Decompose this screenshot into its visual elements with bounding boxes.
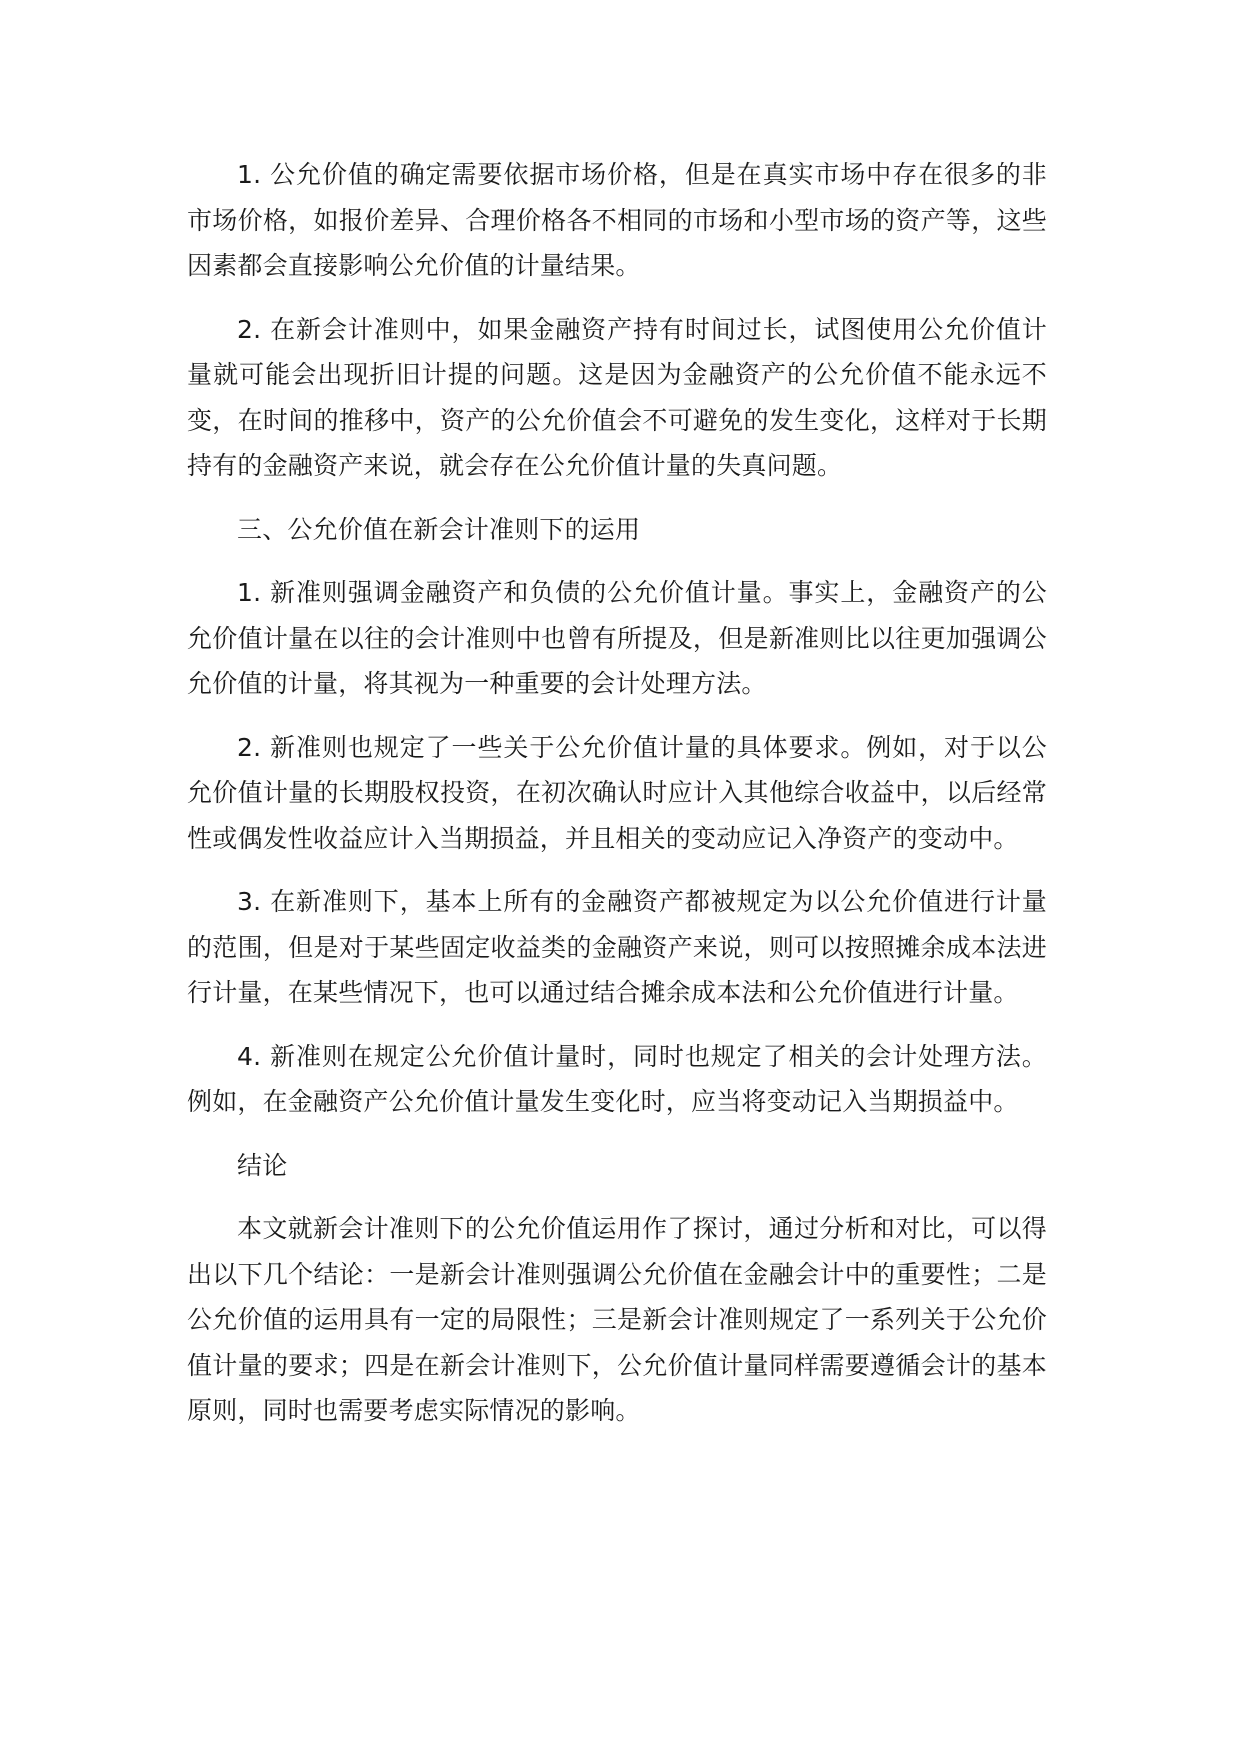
document-body [187,152,1047,1452]
section-heading-3: 三、公允价值在新会计准则下的运用 [237,514,641,544]
section-heading-conclusion: 结论 [237,1150,288,1180]
paragraph-fair-value-point-1: 1. 公允价值的确定需要依据市场价格，但是在真实市场中存在很多的非市场价格，如报价差异、合理价格各不相同的市场和小型市场的资产等，这些因素都会直接影响公允价值的计量结果。 [187,160,1047,280]
paragraph-application-1: 1. 新准则强调金融资产和负债的公允价值计量。事实上，金融资产的公允价值计量在以往的会计准则中也曾有所提及，但是新准则比以往更加强调公允价值的计量，将其视为一种重要的会计处理方法。 [187,578,1047,698]
paragraph-conclusion: 本文就新会计准则下的公允价值运用作了探讨，通过分析和对比，可以得出以下几个结论：一是新会计准则强调公允价值在金融会计中的重要性；二是公允价值的运用具有一定的局限性；三是新会计准则规定了一系列关于公允价值计量的要求；四是在新会计准则下，公允价值计量同样需要遵循会计的基本原则，同时也需要考虑实际情况的影响。 [187,1214,1047,1425]
paragraph-application-3: 3. 在新准则下，基本上所有的金融资产都被规定为以公允价值进行计量的范围，但是对于某些固定收益类的金融资产来说，则可以按照摊余成本法进行计量，在某些情况下，也可以通过结合摊余成本法和公允价值进行计量。 [187,887,1047,1007]
paragraph-application-2: 2. 新准则也规定了一些关于公允价值计量的具体要求。例如，对于以公允价值计量的长期股权投资，在初次确认时应计入其他综合收益中，以后经常性或偶发性收益应计入当期损益，并且相关的变动应记入净资产的变动中。 [187,732,1047,853]
paragraph-fair-value-point-2: 2. 在新会计准则中，如果金融资产持有时间过长，试图使用公允价值计量就可能会出现折旧计提的问题。这是因为金融资产的公允价值不能永远不变，在时间的推移中，资产的公允价值会不可避免的发生变化，这样对于长期持有的金融资产来说，就会存在公允价值计量的失真问题。 [187,314,1047,480]
paragraph-application-4: 4. 新准则在规定公允价值计量时，同时也规定了相关的会计处理方法。例如，在金融资产公允价值计量发生变化时，应当将变动记入当期损益中。 [187,1041,1047,1116]
